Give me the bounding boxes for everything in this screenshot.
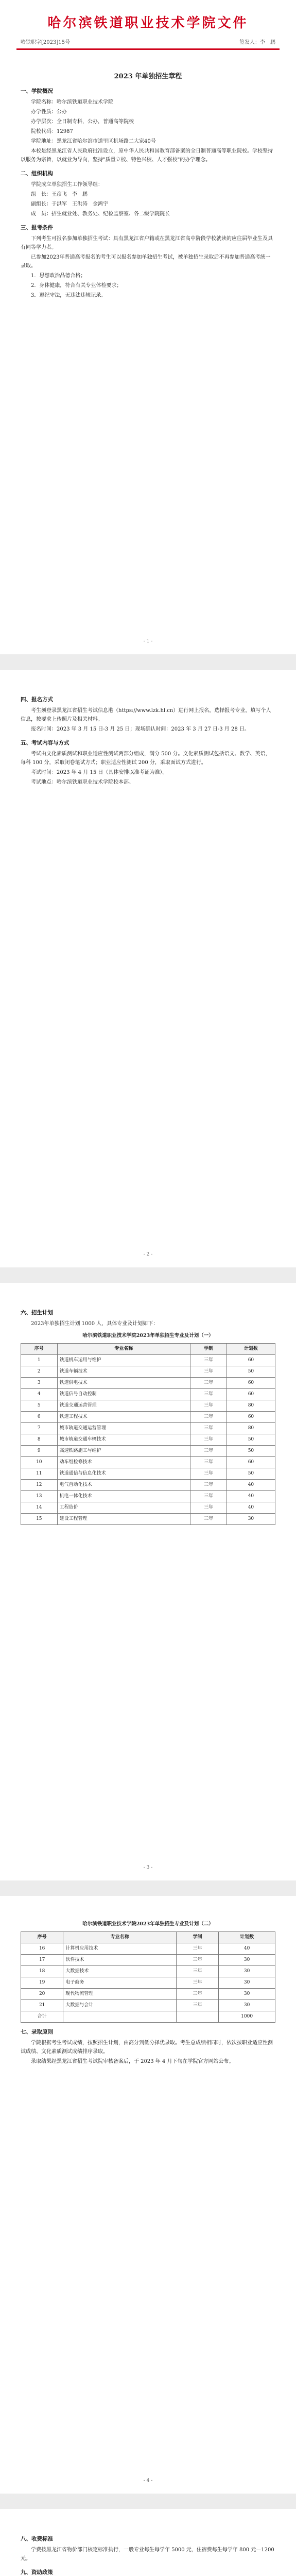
table-row [21,2000,275,2011]
info-line: 学院地址：黑龙江省哈尔滨市道里区机场路二大家40号 [31,139,156,144]
table-cell: 三年 [176,1989,218,2000]
table-cell: 60 [227,1457,275,1468]
table-cell: 三年 [176,1955,218,1966]
table-cell: 三年 [190,1468,227,1480]
table-row [21,1400,275,1412]
table-row [21,1502,275,1514]
table-cell: 三年 [190,1389,227,1400]
table-body [21,1355,275,1525]
table-cell: 三年 [176,1943,218,1955]
table-cell: 三年 [190,1491,227,1502]
table-cell: 工程造价 [57,1502,190,1514]
table-cell: 三年 [190,1457,227,1468]
table-cell: 17 [21,1955,63,1966]
table-cell: 15 [21,1514,58,1525]
column-header: 专业名称 [63,1932,177,1943]
table-row [21,1966,275,1977]
paragraph: 已参加2023年普通高考报名的考生可以报名参加单独招生考试，被单独招生录取后不再参加普通高考统一录取。 [21,255,271,269]
table-cell: 软件技术 [63,1955,177,1966]
table-cell: 三年 [190,1378,227,1389]
table-cell: 铁道车辆技术 [57,1366,190,1378]
table-row [21,1423,275,1434]
column-header: 计划数 [227,1344,275,1355]
table-cell: 2 [21,1366,58,1378]
table-cell: 合计 [21,2011,63,2023]
table-cell: 城市轨道交通车辆技术 [57,1434,190,1446]
table-cell: 30 [219,1966,275,1977]
table-body [21,1943,275,2023]
header-divider [16,48,280,50]
table-row [21,1355,275,1366]
section-heading: 九、资助政策 [21,2569,53,2575]
page-break [0,2494,296,2509]
table-cell: 40 [227,1502,275,1514]
table-cell: 12 [21,1480,58,1491]
table-cell: 40 [219,1943,275,1955]
table-cell: 60 [227,1412,275,1423]
table-cell: 三年 [190,1446,227,1457]
paragraph: 考试时间：2023 年 4 月 15 日（具体安排以准考证为准）。 [31,770,168,775]
table-cell: 60 [227,1355,275,1366]
table-cell: 50 [227,1468,275,1480]
table-cell: 铁道供电技术 [57,1378,190,1389]
table-caption: 哈尔滨铁道职业技术学院2023年单独招生专业及计划（一） [82,1333,214,1338]
section-heading: 三、报考条件 [21,225,53,231]
page-break [0,654,296,670]
table-row [21,1989,275,2000]
table-row [21,1446,275,1457]
section-heading: 二、组织机构 [21,171,53,177]
table-row [21,1412,275,1423]
page-4-body [21,1917,275,2067]
table-cell: 计算机应用技术 [63,1943,177,1955]
page-number: - 3 - [143,1865,153,1870]
table-cell: 30 [219,2000,275,2011]
table-cell: 1000 [219,2011,275,2023]
section-heading: 五、考试内容与方式 [21,740,69,746]
table-cell: 16 [21,1943,63,1955]
column-header: 序号 [21,1932,63,1943]
table-cell: 11 [21,1468,58,1480]
table-cell: 4 [21,1389,58,1400]
table-cell: 三年 [190,1423,227,1434]
table-cell: 20 [21,1989,63,2000]
signatory: 签发人：李 鹏 [239,40,275,45]
table-cell: 铁道工程技术 [57,1412,190,1423]
table-cell: 50 [227,1446,275,1457]
page-title: 2023 年单独招生章程 [114,73,182,80]
enrollment-table-2 [21,1931,275,2023]
enrollment-table-1 [21,1343,275,1525]
table-cell: 电子商务 [63,1977,177,1989]
paragraph: 考试地点：哈尔滨铁道职业技术学院校本部。 [31,779,134,785]
section-heading: 六、招生计划 [21,1310,53,1316]
paragraph: 学院成立单独招生工作领导组： [31,182,103,188]
section-heading: 八、收费标准 [21,2536,53,2542]
list-item: 1．思想政治品德合格； [31,273,86,279]
table-row [21,1514,275,1525]
table-cell: 三年 [190,1514,227,1525]
column-header: 学制 [190,1344,227,1355]
section-heading: 一、学院概况 [21,88,53,94]
table-cell: 30 [219,1955,275,1966]
table-row [21,1366,275,1378]
table-cell: 三年 [190,1434,227,1446]
page-number: - 2 - [143,1252,153,1257]
table-cell: 21 [21,2000,63,2011]
table-cell: 30 [219,1989,275,2000]
table-cell: 三年 [190,1502,227,1514]
paragraph: 报名时间：2023 年 3 月 15 日-3 月 25 日；现场确认时间：2023 年 3 月 27 日-3 月 28 日。 [31,726,250,732]
table-cell: 城市轨道交通运营管理 [57,1423,190,1434]
column-header: 学制 [176,1932,218,1943]
table-row [21,1378,275,1389]
table-row [21,1977,275,1989]
table-cell: 19 [21,1977,63,1989]
org-title: 哈尔滨铁道职业技术学院文件 [47,15,249,31]
paragraph: 学院根据考生考试成绩，按照招生计划，由高分到低分择优录取。考生总成绩相同时，依次按职业适应性测试成绩、文化素质测试成绩排序录取。 [21,2040,273,2055]
table-row [21,1389,275,1400]
paragraph: 2023年单独招生计划 1000 人，具体专业及计划如下： [31,1321,159,1327]
table-cell: 三年 [190,1355,227,1366]
table-row [21,1468,275,1480]
table-cell: 60 [227,1378,275,1389]
doc-number: 哈铁职字[2023]15号 [21,40,70,45]
table-cell: 18 [21,1966,63,1977]
table-cell: 铁道通信与信息化技术 [57,1468,190,1480]
page-number: - 1 - [143,639,153,644]
page-number: - 4 - [143,2478,153,2483]
table-cell: 30 [227,1514,275,1525]
table-header-row [21,1344,275,1355]
table-cell: 40 [227,1491,275,1502]
table-cell [63,2011,177,2023]
table-cell: 铁道机车运用与维护 [57,1355,190,1366]
paragraph: 考生须登录黑龙江省招生考试信息港（https://www.lzk.hl.cn）进行网上报名，选择报考专业，填写个人信息，按要求上传照片及相关材料。 [21,708,271,722]
column-header: 序号 [21,1344,58,1355]
table-cell: 5 [21,1400,58,1412]
table-row [21,2011,275,2023]
table-cell [176,2011,218,2023]
table-cell: 8 [21,1434,58,1446]
info-line: 办学性质：公办 [31,109,67,115]
table-cell: 80 [227,1400,275,1412]
table-cell: 14 [21,1502,58,1514]
table-cell: 1 [21,1355,58,1366]
table-cell: 6 [21,1412,58,1423]
table-cell: 60 [227,1389,275,1400]
table-row [21,1943,275,1955]
table-cell: 50 [227,1366,275,1378]
page-break [0,1267,296,1283]
table-row [21,1491,275,1502]
list-item: 组 长：王彦飞 李 鹏 [31,192,88,197]
paragraph: 下列考生可报名参加单独招生考试：具有黑龙江省户籍或在黑龙江省高中阶段学校就读的应往届毕业生及具有同等学力者。 [21,236,273,250]
page-2-body [21,690,275,788]
page-3-body [21,1303,275,1529]
table-row [21,1457,275,1468]
paragraph: 学费按黑龙江省物价部门核定标准执行，一般专业每生每学年 5000 元，住宿费每生每学年 800 元—1200 元。 [21,2547,274,2562]
table-cell: 铁道信号自动控制 [57,1389,190,1400]
table-cell: 铁道交通运营管理 [57,1400,190,1412]
paragraph: 本校是经黑龙江省人民政府批准设立，原中华人民共和国教育部备案的全日制普通高等职业院校。学校坚持以服务为宗旨，以就业为导向，坚持"质量立校、特色兴校、人才强校"的办学理念。 [21,148,273,163]
table-cell: 三年 [190,1480,227,1491]
list-item: 成 员：招生就业处、教务处、纪检监察室、各二级学院院长 [31,211,170,217]
info-line: 学院名称：哈尔滨铁道职业技术学院 [31,99,113,105]
table-cell: 80 [227,1423,275,1434]
table-cell: 三年 [176,1966,218,1977]
table-cell: 3 [21,1378,58,1389]
table-cell: 高速铁路施工与维护 [57,1446,190,1457]
info-line: 院校代码：12987 [31,129,73,134]
document-header [0,5,296,50]
table-row [21,1480,275,1491]
table-cell: 三年 [190,1400,227,1412]
table-row [21,1434,275,1446]
doc-number-row [0,38,296,45]
table-cell: 大数据技术 [63,1966,177,1977]
list-item: 3．遵纪守法，无违法违规记录。 [31,293,107,298]
table-header-row [21,1932,275,1943]
paragraph: 录取结果经黑龙江省招生考试院审核备案后，于 2023 年 4 月下旬在学院官方网站公布。 [31,2059,234,2064]
table-cell: 现代物流管理 [63,1989,177,2000]
paragraph: 考试由文化素质测试和职业适应性测试两部分组成，满分 500 分。文化素质测试包括语文、数学、英语，每科 100 分，采取闭卷笔试方式；职业适应性测试 200 分，采取面试方式进行。 [21,751,271,766]
table-cell: 大数据与会计 [63,2000,177,2011]
table-cell: 三年 [190,1366,227,1378]
table-cell: 9 [21,1446,58,1457]
table-cell: 13 [21,1491,58,1502]
table-cell: 7 [21,1423,58,1434]
page-1-body [21,72,275,301]
column-header: 计划数 [219,1932,275,1943]
table-cell: 40 [227,1480,275,1491]
table-cell: 机电一体化技术 [57,1491,190,1502]
table-cell: 三年 [190,1412,227,1423]
list-item: 副组长：于洪军 王洪涛 金鸿宇 [31,201,108,207]
table-cell: 三年 [176,1977,218,1989]
section-heading: 七、录取原则 [21,2029,53,2035]
column-header: 专业名称 [57,1344,190,1355]
table-caption: 哈尔滨铁道职业技术学院2023年单独招生专业及计划（二） [82,1921,214,1927]
table-cell: 50 [227,1434,275,1446]
table-cell: 动车组检修技术 [57,1457,190,1468]
list-item: 2．身体健康，符合有关专业体检要求； [31,283,122,289]
table-row [21,1955,275,1966]
section-heading: 四、报名方式 [21,697,53,703]
table-cell: 电气自动化技术 [57,1480,190,1491]
table-cell: 三年 [176,2000,218,2011]
table-cell: 10 [21,1457,58,1468]
page-5-body [21,2530,275,2576]
info-line: 办学层次：全日制专科，公办，普通高等院校 [31,119,134,125]
table-cell: 建设工程管理 [57,1514,190,1525]
table-cell: 30 [219,1977,275,1989]
page-break [0,1880,296,1896]
